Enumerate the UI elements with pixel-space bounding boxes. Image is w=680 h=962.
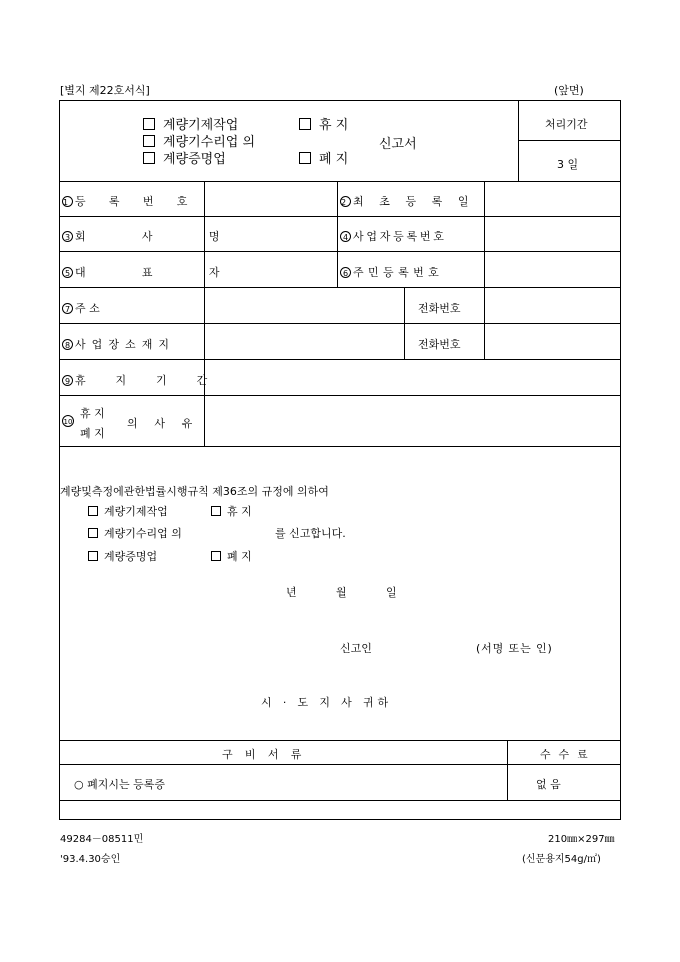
field-registration-number-label: 1등 록 번 호	[63, 195, 198, 208]
declaration-option-manufacture[interactable]: 계량기제작업	[88, 503, 168, 519]
field-company-name-label: 3 회 사 명	[62, 228, 246, 244]
fee-value: 없 음	[536, 778, 561, 791]
paper-type: (신문용지54g/㎡)	[522, 854, 601, 865]
required-doc-item: ○ 폐지시는 등록증	[74, 778, 165, 791]
field-reason-suspend-label: 휴 지	[80, 407, 105, 420]
title-option-manufacture[interactable]: 계량기제작업	[143, 114, 238, 133]
processing-period-label: 처리기간	[545, 118, 588, 131]
date-month: 월	[336, 586, 347, 599]
field-reason-close-label: 폐 지	[80, 427, 105, 440]
field-phone-input-2[interactable]	[485, 324, 620, 359]
phone-label-1: 전화번호	[418, 302, 461, 315]
title-option-repair[interactable]: 계량기수리업 의	[143, 131, 255, 150]
declaration-option-close[interactable]: 폐 지	[211, 548, 252, 564]
field-registration-number-input[interactable]	[205, 182, 337, 216]
declaration-law: 계량및측정에관한법률시행규칙 제36조의 규정에 의하여	[60, 485, 329, 498]
declaration-option-certification[interactable]: 계량증명업	[88, 548, 157, 564]
field-reason-number: 10	[62, 415, 74, 427]
field-business-number-input[interactable]	[485, 217, 620, 251]
field-reason-label: 의 사 유	[127, 417, 199, 430]
field-first-registration-date-label: 2최 초 등 록 일	[341, 195, 475, 208]
field-address-input[interactable]	[205, 288, 404, 323]
field-workplace-input[interactable]	[205, 324, 404, 359]
addressee: 시 · 도 지 사 귀하	[261, 696, 392, 709]
declaration-option-repair[interactable]: 계량기수리업 의	[88, 525, 182, 541]
required-docs-header: 구 비 서 류	[222, 748, 306, 761]
field-workplace-label: 8 사업장소재지	[62, 336, 175, 352]
title-option-certification[interactable]: 계량증명업	[143, 148, 226, 167]
reporter-label: 신고인	[340, 642, 372, 655]
processing-period-value: 3 일	[557, 158, 579, 171]
field-business-number-label: 4 사업자등록번호	[340, 228, 447, 244]
field-representative-input[interactable]	[205, 252, 337, 287]
field-representative-label: 5 대 표 자	[62, 264, 246, 280]
title-report: 신고서	[379, 137, 417, 152]
field-phone-input-1[interactable]	[485, 288, 620, 323]
form-code: 49284－08511민	[60, 834, 144, 845]
date-day: 일	[386, 586, 397, 599]
declaration-option-suspend[interactable]: 휴 지	[211, 503, 252, 519]
field-resident-number-label: 6 주민등록번호	[340, 264, 443, 280]
field-suspension-period-input[interactable]	[205, 360, 620, 395]
fee-header: 수 수 료	[540, 748, 590, 761]
paper-size: 210㎜×297㎜	[548, 834, 615, 845]
field-suspension-period-label: 9 휴 지 기 간	[62, 372, 220, 388]
form-number: [별지 제22호서식]	[60, 84, 150, 97]
page-side: (앞면)	[554, 84, 584, 97]
date-year: 년	[286, 586, 297, 599]
field-resident-number-input[interactable]	[485, 252, 620, 287]
field-reason-input[interactable]	[205, 396, 620, 446]
title-option-close[interactable]: 폐 지	[299, 148, 348, 167]
field-company-name-input[interactable]	[205, 217, 337, 251]
field-first-registration-date-input[interactable]	[485, 182, 620, 216]
phone-label-2: 전화번호	[418, 338, 461, 351]
approval-date: '93.4.30승인	[60, 854, 121, 865]
title-option-suspend[interactable]: 휴 지	[299, 114, 348, 133]
declaration-report-text: 를 신고합니다.	[275, 527, 346, 540]
signature-label: (서명 또는 인)	[476, 642, 553, 655]
field-address-label: 7 주 소	[62, 300, 100, 316]
